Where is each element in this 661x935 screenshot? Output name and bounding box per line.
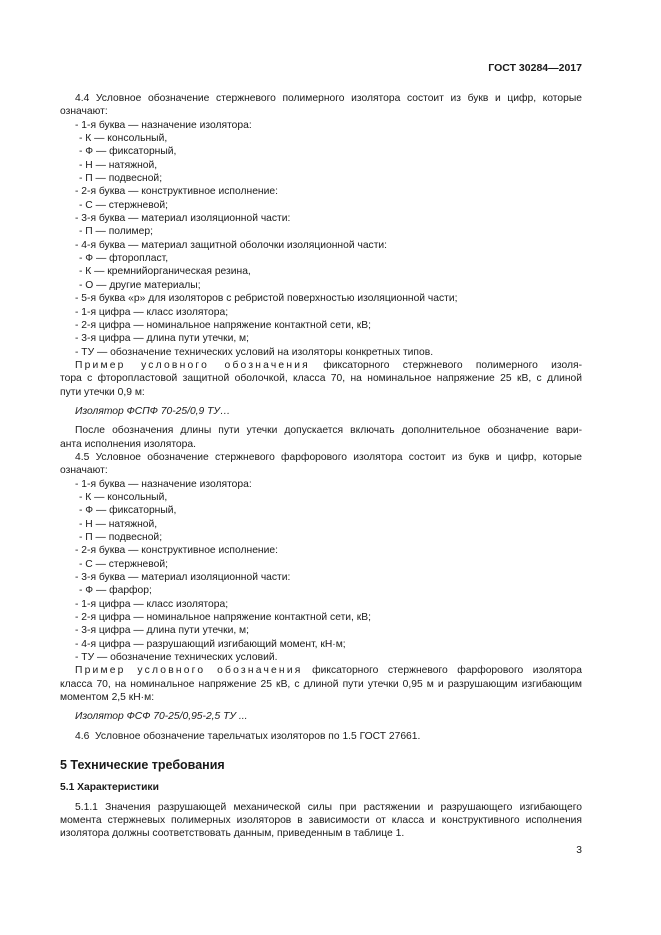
list-item: - П — подвесной; [79,532,163,543]
list-item: - ТУ — обозначение технических условий на изоляторы конкретных типов. [75,346,434,358]
list-item: - 5-я буква «р» для изоляторов с ребристой поверхностью изоляционной части; [75,293,458,305]
page-number: 3 [576,845,582,856]
s45-example-line1 [60,664,582,677]
s44-list [60,119,582,359]
section-5-title: 5 Технические требования [60,758,225,773]
list-item: - 3-я цифра — длина пути утечки, м; [75,625,249,637]
s45-example-label: Пример условного обозначения [75,665,303,677]
list-item: - П — полимер; [79,226,153,238]
s45-example-line3: моментом 2,5 кН·м: [60,692,155,704]
s45-intro-line1: 4.5 Условное обозначение стержневого фарфорового изолятора состоит из букв и цифр, которые [75,451,582,463]
s45-example-line2: класса 70, на номинальное напряжение 25 кВ, с длиной пути утечки 0,95 м и разрушающим изгибающим [60,678,582,690]
list-item: - Н — натяжной, [79,518,158,530]
s45-list [60,478,582,665]
list-item: - 2-я цифра — номинальное напряжение контактной сети, кВ; [75,319,372,331]
s44-intro-line2: означают: [60,106,108,118]
document-code-header: ГОСТ 30284—2017 [488,62,582,74]
s45-example-rest: фиксаторного стержневого фарфорового изолятора [312,665,582,677]
s511-line1: 5.1.1 Значения разрушающей механической силы при растяжении и разрушающего изгибающего [75,801,582,813]
section-5-1-title: 5.1 Характеристики [60,782,159,794]
list-item: - К — консольный, [79,133,168,145]
list-item: - 1-я цифра — класс изолятора; [75,598,229,610]
list-item: - С — стержневой; [79,558,168,570]
s44-example-label: Пример условного обозначения [75,359,310,371]
list-item: - 1-я буква — назначение изолятора: [75,478,252,490]
list-item: - 2-я цифра — номинальное напряжение контактной сети, кВ; [75,612,372,624]
list-item: - 2-я буква — конструктивное исполнение: [75,186,278,198]
s44-note-line1: После обозначения длины пути утечки допускается включать дополнительное обозначение вари- [75,425,582,437]
s44-example-code: Изолятор ФСПФ 70-25/0,9 ТУ… [75,405,231,417]
s46-text: 4.6 Условное обозначение тарельчатых изоляторов по 1.5 ГОСТ 27661. [75,730,421,742]
s511-line2: момента стержневых полимерных изоляторов в зависимости от класса и конструктивного исполнения [60,814,582,826]
s44-example-line2: тора с фторопластовой защитной оболочкой, класса 70, на номинальное напряжение 25 кВ, с длиной [60,373,582,385]
list-item: - 3-я буква — материал изоляционной части: [75,213,291,225]
list-item: - Н — натяжной, [79,159,158,171]
list-item: - 4-я цифра — разрушающий изгибающий момент, кН·м; [75,638,346,650]
document-body [60,92,582,841]
s44-example-line1 [60,359,582,372]
list-item: - 4-я буква — материал защитной оболочки изоляционной части: [75,239,388,251]
s44-example-line3: пути утечки 0,9 м: [60,386,145,398]
list-item: - 1-я буква — назначение изолятора: [75,119,252,131]
list-item: - К — консольный, [79,491,168,503]
s44-example-rest: фиксаторного стержневого полимерного изоля- [323,359,582,371]
s511-line3: изолятора должны соответствовать данным, приведенным в таблице 1. [60,828,405,840]
list-item: - О — другие материалы; [79,279,201,291]
list-item: - К — кремнийорганическая резина, [79,266,251,278]
list-item: - 1-я цифра — класс изолятора; [75,306,229,318]
s44-intro-line1: 4.4 Условное обозначение стержневого полимерного изолятора состоит из букв и цифр, которые [75,93,582,104]
list-item: - Ф — фарфор; [79,585,152,597]
list-item: - Ф — фторопласт, [79,253,169,265]
s44-note-line2: анта исполнения изолятора. [60,438,196,450]
list-item: - Ф — фиксаторный, [79,505,177,517]
list-item: - 2-я буква — конструктивное исполнение: [75,545,278,557]
list-item: - С — стержневой; [79,199,168,211]
s45-intro-line2: означают: [60,465,108,477]
list-item: - П — подвесной; [79,173,163,185]
list-item: - 3-я цифра — длина пути утечки, м; [75,333,249,345]
s45-example-code: Изолятор ФСФ 70-25/0,95-2,5 ТУ ... [75,711,248,723]
list-item: - 3-я буква — материал изоляционной части: [75,572,291,584]
list-item: - ТУ — обозначение технических условий. [75,652,278,664]
list-item: - Ф — фиксаторный, [79,146,177,158]
